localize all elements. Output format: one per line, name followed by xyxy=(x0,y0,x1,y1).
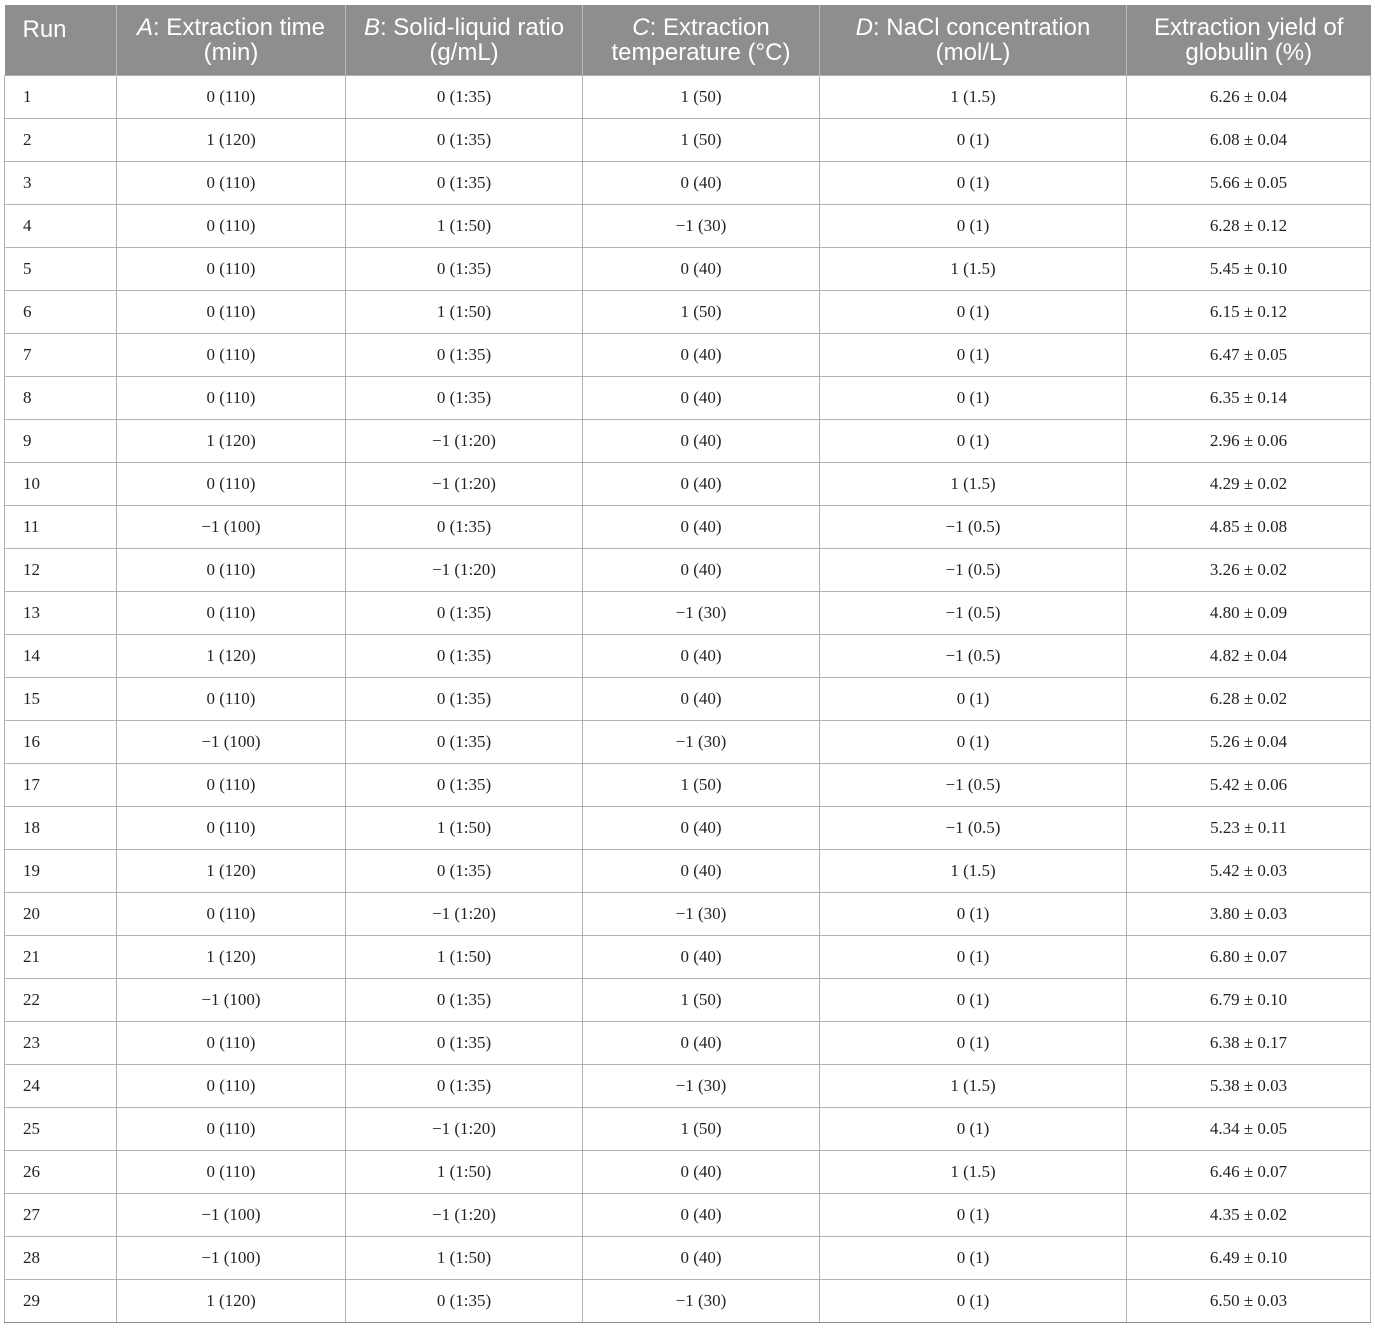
cell-solid-liquid-ratio: 1 (1:50) xyxy=(346,1236,583,1279)
cell-extraction-yield: 6.79 ± 0.10 xyxy=(1127,978,1371,1021)
table-body xyxy=(5,75,1371,1322)
cell-solid-liquid-ratio: 0 (1:35) xyxy=(346,763,583,806)
cell-solid-liquid-ratio: −1 (1:20) xyxy=(346,462,583,505)
cell-extraction-yield: 3.26 ± 0.02 xyxy=(1127,548,1371,591)
table-row xyxy=(5,634,1371,677)
cell-extraction-yield: 5.26 ± 0.04 xyxy=(1127,720,1371,763)
cell-nacl-concentration: 0 (1) xyxy=(820,1236,1127,1279)
cell-extraction-temperature: 0 (40) xyxy=(583,634,820,677)
header-extraction-time-label: : Extraction time (min) xyxy=(152,13,326,66)
cell-extraction-yield: 4.35 ± 0.02 xyxy=(1127,1193,1371,1236)
cell-solid-liquid-ratio: 0 (1:35) xyxy=(346,1064,583,1107)
cell-nacl-concentration: 1 (1.5) xyxy=(820,1150,1127,1193)
cell-extraction-temperature: 1 (50) xyxy=(583,978,820,1021)
cell-solid-liquid-ratio: 0 (1:35) xyxy=(346,161,583,204)
cell-extraction-time: 1 (120) xyxy=(117,935,346,978)
cell-extraction-yield: 6.47 ± 0.05 xyxy=(1127,333,1371,376)
header-var-b: B xyxy=(363,13,380,41)
cell-nacl-concentration: 0 (1) xyxy=(820,1279,1127,1322)
cell-nacl-concentration: −1 (0.5) xyxy=(820,505,1127,548)
cell-extraction-yield: 6.28 ± 0.02 xyxy=(1127,677,1371,720)
header-var-d: D xyxy=(855,13,873,41)
cell-run: 10 xyxy=(5,462,117,505)
cell-nacl-concentration: 0 (1) xyxy=(820,935,1127,978)
cell-extraction-yield: 4.85 ± 0.08 xyxy=(1127,505,1371,548)
cell-run: 13 xyxy=(5,591,117,634)
cell-extraction-time: 1 (120) xyxy=(117,118,346,161)
cell-run: 14 xyxy=(5,634,117,677)
cell-extraction-temperature: −1 (30) xyxy=(583,1279,820,1322)
cell-extraction-temperature: −1 (30) xyxy=(583,892,820,935)
cell-run: 24 xyxy=(5,1064,117,1107)
header-extraction-yield xyxy=(1127,5,1371,75)
cell-extraction-yield: 5.66 ± 0.05 xyxy=(1127,161,1371,204)
header-extraction-time xyxy=(117,5,346,75)
cell-extraction-temperature: 0 (40) xyxy=(583,505,820,548)
cell-nacl-concentration: 0 (1) xyxy=(820,720,1127,763)
cell-solid-liquid-ratio: 0 (1:35) xyxy=(346,75,583,118)
cell-extraction-time: 0 (110) xyxy=(117,548,346,591)
cell-solid-liquid-ratio: 0 (1:35) xyxy=(346,1021,583,1064)
table-row xyxy=(5,161,1371,204)
cell-run: 1 xyxy=(5,75,117,118)
cell-run: 16 xyxy=(5,720,117,763)
table-row xyxy=(5,548,1371,591)
cell-extraction-yield: 6.46 ± 0.07 xyxy=(1127,1150,1371,1193)
cell-extraction-temperature: −1 (30) xyxy=(583,1064,820,1107)
cell-run: 26 xyxy=(5,1150,117,1193)
cell-solid-liquid-ratio: 0 (1:35) xyxy=(346,333,583,376)
header-run xyxy=(5,5,117,75)
cell-solid-liquid-ratio: 0 (1:35) xyxy=(346,505,583,548)
table-row xyxy=(5,290,1371,333)
table-row xyxy=(5,419,1371,462)
table-row xyxy=(5,376,1371,419)
cell-extraction-yield: 4.29 ± 0.02 xyxy=(1127,462,1371,505)
cell-extraction-time: 0 (110) xyxy=(117,290,346,333)
cell-nacl-concentration: 0 (1) xyxy=(820,1021,1127,1064)
table-row xyxy=(5,849,1371,892)
cell-nacl-concentration: 0 (1) xyxy=(820,892,1127,935)
header-var-a: A xyxy=(136,13,153,41)
cell-extraction-yield: 6.26 ± 0.04 xyxy=(1127,75,1371,118)
table-row xyxy=(5,935,1371,978)
cell-nacl-concentration: 0 (1) xyxy=(820,978,1127,1021)
header-run-label: Run xyxy=(22,16,67,43)
header-nacl-concentration xyxy=(820,5,1127,75)
cell-extraction-temperature: 1 (50) xyxy=(583,118,820,161)
cell-extraction-temperature: 0 (40) xyxy=(583,677,820,720)
cell-extraction-yield: 6.15 ± 0.12 xyxy=(1127,290,1371,333)
header-row xyxy=(5,5,1371,75)
cell-extraction-yield: 6.28 ± 0.12 xyxy=(1127,204,1371,247)
cell-extraction-time: 0 (110) xyxy=(117,1107,346,1150)
cell-run: 2 xyxy=(5,118,117,161)
cell-run: 19 xyxy=(5,849,117,892)
cell-nacl-concentration: 0 (1) xyxy=(820,333,1127,376)
cell-extraction-yield: 6.35 ± 0.14 xyxy=(1127,376,1371,419)
cell-solid-liquid-ratio: 1 (1:50) xyxy=(346,1150,583,1193)
cell-extraction-time: 0 (110) xyxy=(117,462,346,505)
cell-solid-liquid-ratio: −1 (1:20) xyxy=(346,1193,583,1236)
cell-nacl-concentration: 0 (1) xyxy=(820,204,1127,247)
cell-extraction-time: 0 (110) xyxy=(117,75,346,118)
table-row xyxy=(5,591,1371,634)
cell-run: 22 xyxy=(5,978,117,1021)
cell-extraction-temperature: 1 (50) xyxy=(583,1107,820,1150)
cell-run: 7 xyxy=(5,333,117,376)
cell-extraction-yield: 6.38 ± 0.17 xyxy=(1127,1021,1371,1064)
cell-nacl-concentration: 1 (1.5) xyxy=(820,462,1127,505)
cell-run: 9 xyxy=(5,419,117,462)
cell-run: 29 xyxy=(5,1279,117,1322)
cell-solid-liquid-ratio: 0 (1:35) xyxy=(346,591,583,634)
cell-solid-liquid-ratio: 0 (1:35) xyxy=(346,118,583,161)
cell-extraction-temperature: 0 (40) xyxy=(583,247,820,290)
cell-extraction-temperature: 0 (40) xyxy=(583,376,820,419)
data-table xyxy=(4,5,1371,1323)
cell-extraction-yield: 5.23 ± 0.11 xyxy=(1127,806,1371,849)
cell-extraction-time: 0 (110) xyxy=(117,892,346,935)
cell-extraction-temperature: 0 (40) xyxy=(583,1021,820,1064)
cell-solid-liquid-ratio: 0 (1:35) xyxy=(346,1279,583,1322)
header-extraction-yield-label: Extraction yield of globulin (%) xyxy=(1154,13,1344,66)
cell-extraction-time: 0 (110) xyxy=(117,333,346,376)
cell-extraction-yield: 4.82 ± 0.04 xyxy=(1127,634,1371,677)
cell-nacl-concentration: 0 (1) xyxy=(820,1107,1127,1150)
cell-extraction-yield: 6.08 ± 0.04 xyxy=(1127,118,1371,161)
cell-extraction-yield: 5.38 ± 0.03 xyxy=(1127,1064,1371,1107)
cell-extraction-temperature: −1 (30) xyxy=(583,720,820,763)
cell-solid-liquid-ratio: 0 (1:35) xyxy=(346,634,583,677)
cell-extraction-yield: 6.49 ± 0.10 xyxy=(1127,1236,1371,1279)
table-row xyxy=(5,892,1371,935)
cell-extraction-time: 0 (110) xyxy=(117,591,346,634)
table-row xyxy=(5,763,1371,806)
cell-solid-liquid-ratio: 1 (1:50) xyxy=(346,935,583,978)
cell-run: 15 xyxy=(5,677,117,720)
table-row xyxy=(5,1236,1371,1279)
table-row xyxy=(5,75,1371,118)
table-row xyxy=(5,1064,1371,1107)
cell-nacl-concentration: −1 (0.5) xyxy=(820,548,1127,591)
cell-extraction-temperature: 0 (40) xyxy=(583,1193,820,1236)
cell-solid-liquid-ratio: −1 (1:20) xyxy=(346,548,583,591)
header-solid-liquid-ratio xyxy=(346,5,583,75)
cell-solid-liquid-ratio: 1 (1:50) xyxy=(346,204,583,247)
cell-extraction-time: 0 (110) xyxy=(117,247,346,290)
cell-extraction-yield: 5.42 ± 0.06 xyxy=(1127,763,1371,806)
cell-extraction-time: 0 (110) xyxy=(117,161,346,204)
cell-run: 4 xyxy=(5,204,117,247)
cell-run: 17 xyxy=(5,763,117,806)
table-row xyxy=(5,333,1371,376)
cell-run: 28 xyxy=(5,1236,117,1279)
cell-nacl-concentration: 1 (1.5) xyxy=(820,1064,1127,1107)
cell-run: 21 xyxy=(5,935,117,978)
table-row xyxy=(5,677,1371,720)
cell-run: 3 xyxy=(5,161,117,204)
cell-extraction-temperature: 0 (40) xyxy=(583,1236,820,1279)
cell-nacl-concentration: 0 (1) xyxy=(820,677,1127,720)
cell-extraction-yield: 2.96 ± 0.06 xyxy=(1127,419,1371,462)
cell-extraction-time: −1 (100) xyxy=(117,720,346,763)
cell-extraction-temperature: 0 (40) xyxy=(583,849,820,892)
cell-nacl-concentration: 0 (1) xyxy=(820,118,1127,161)
cell-run: 18 xyxy=(5,806,117,849)
cell-extraction-temperature: 1 (50) xyxy=(583,763,820,806)
cell-extraction-time: −1 (100) xyxy=(117,505,346,548)
cell-extraction-time: 0 (110) xyxy=(117,1021,346,1064)
cell-extraction-time: −1 (100) xyxy=(117,1193,346,1236)
cell-extraction-temperature: 0 (40) xyxy=(583,1150,820,1193)
table-row xyxy=(5,806,1371,849)
cell-extraction-temperature: −1 (30) xyxy=(583,204,820,247)
cell-solid-liquid-ratio: 0 (1:35) xyxy=(346,376,583,419)
cell-solid-liquid-ratio: 1 (1:50) xyxy=(346,290,583,333)
cell-nacl-concentration: −1 (0.5) xyxy=(820,591,1127,634)
cell-extraction-temperature: 0 (40) xyxy=(583,462,820,505)
header-extraction-temperature-label: : Extraction temperature (°C) xyxy=(611,13,791,66)
cell-extraction-temperature: 0 (40) xyxy=(583,333,820,376)
cell-solid-liquid-ratio: 0 (1:35) xyxy=(346,849,583,892)
cell-nacl-concentration: 0 (1) xyxy=(820,1193,1127,1236)
header-solid-liquid-ratio-label: : Solid-liquid ratio (g/mL) xyxy=(379,13,565,66)
table-row xyxy=(5,247,1371,290)
table-row xyxy=(5,204,1371,247)
cell-solid-liquid-ratio: 0 (1:35) xyxy=(346,978,583,1021)
header-extraction-temperature xyxy=(583,5,820,75)
cell-extraction-time: 1 (120) xyxy=(117,634,346,677)
cell-extraction-time: 1 (120) xyxy=(117,1279,346,1322)
table-row xyxy=(5,505,1371,548)
cell-extraction-time: 0 (110) xyxy=(117,204,346,247)
cell-extraction-temperature: −1 (30) xyxy=(583,591,820,634)
header-var-c: C xyxy=(632,13,650,41)
cell-extraction-temperature: 1 (50) xyxy=(583,75,820,118)
cell-nacl-concentration: −1 (0.5) xyxy=(820,763,1127,806)
cell-extraction-time: −1 (100) xyxy=(117,1236,346,1279)
cell-extraction-temperature: 0 (40) xyxy=(583,419,820,462)
table-row xyxy=(5,462,1371,505)
cell-extraction-yield: 3.80 ± 0.03 xyxy=(1127,892,1371,935)
cell-run: 11 xyxy=(5,505,117,548)
table-row xyxy=(5,1150,1371,1193)
cell-nacl-concentration: 1 (1.5) xyxy=(820,75,1127,118)
table-row xyxy=(5,1279,1371,1322)
cell-run: 20 xyxy=(5,892,117,935)
cell-run: 27 xyxy=(5,1193,117,1236)
cell-nacl-concentration: 0 (1) xyxy=(820,161,1127,204)
cell-run: 25 xyxy=(5,1107,117,1150)
cell-extraction-temperature: 0 (40) xyxy=(583,935,820,978)
table-row xyxy=(5,978,1371,1021)
cell-nacl-concentration: 1 (1.5) xyxy=(820,247,1127,290)
cell-nacl-concentration: 1 (1.5) xyxy=(820,849,1127,892)
cell-solid-liquid-ratio: −1 (1:20) xyxy=(346,1107,583,1150)
cell-nacl-concentration: 0 (1) xyxy=(820,419,1127,462)
cell-extraction-yield: 5.45 ± 0.10 xyxy=(1127,247,1371,290)
table-row xyxy=(5,720,1371,763)
table-row xyxy=(5,1107,1371,1150)
cell-extraction-temperature: 0 (40) xyxy=(583,806,820,849)
cell-extraction-time: 0 (110) xyxy=(117,376,346,419)
cell-solid-liquid-ratio: −1 (1:20) xyxy=(346,892,583,935)
cell-extraction-temperature: 0 (40) xyxy=(583,161,820,204)
cell-extraction-time: 1 (120) xyxy=(117,849,346,892)
cell-extraction-temperature: 0 (40) xyxy=(583,548,820,591)
cell-run: 8 xyxy=(5,376,117,419)
cell-run: 23 xyxy=(5,1021,117,1064)
table-row xyxy=(5,118,1371,161)
cell-nacl-concentration: −1 (0.5) xyxy=(820,806,1127,849)
cell-extraction-time: 0 (110) xyxy=(117,1150,346,1193)
header-nacl-concentration-label: : NaCl concentration (mol/L) xyxy=(872,13,1091,66)
cell-solid-liquid-ratio: 0 (1:35) xyxy=(346,677,583,720)
cell-extraction-time: 0 (110) xyxy=(117,677,346,720)
cell-extraction-time: −1 (100) xyxy=(117,978,346,1021)
cell-extraction-yield: 4.34 ± 0.05 xyxy=(1127,1107,1371,1150)
cell-run: 12 xyxy=(5,548,117,591)
cell-extraction-time: 1 (120) xyxy=(117,419,346,462)
cell-nacl-concentration: −1 (0.5) xyxy=(820,634,1127,677)
cell-extraction-time: 0 (110) xyxy=(117,763,346,806)
cell-nacl-concentration: 0 (1) xyxy=(820,376,1127,419)
cell-extraction-temperature: 1 (50) xyxy=(583,290,820,333)
cell-run: 6 xyxy=(5,290,117,333)
cell-extraction-yield: 6.50 ± 0.03 xyxy=(1127,1279,1371,1322)
cell-extraction-time: 0 (110) xyxy=(117,1064,346,1107)
cell-solid-liquid-ratio: −1 (1:20) xyxy=(346,419,583,462)
cell-extraction-yield: 4.80 ± 0.09 xyxy=(1127,591,1371,634)
table-row xyxy=(5,1193,1371,1236)
cell-extraction-yield: 5.42 ± 0.03 xyxy=(1127,849,1371,892)
table-row xyxy=(5,1021,1371,1064)
cell-extraction-time: 0 (110) xyxy=(117,806,346,849)
cell-solid-liquid-ratio: 1 (1:50) xyxy=(346,806,583,849)
cell-extraction-yield: 6.80 ± 0.07 xyxy=(1127,935,1371,978)
cell-run: 5 xyxy=(5,247,117,290)
cell-solid-liquid-ratio: 0 (1:35) xyxy=(346,247,583,290)
cell-solid-liquid-ratio: 0 (1:35) xyxy=(346,720,583,763)
cell-nacl-concentration: 0 (1) xyxy=(820,290,1127,333)
